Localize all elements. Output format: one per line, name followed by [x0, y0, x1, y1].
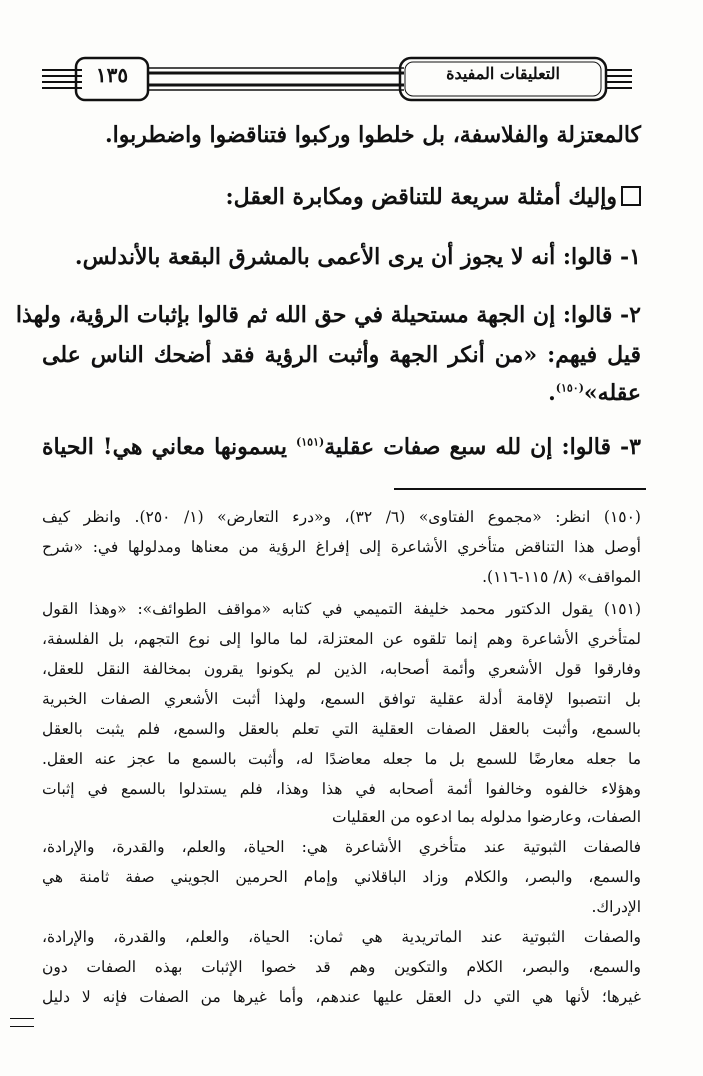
footnote-151-line-10: والسمع، والبصر، والكلام وزاد الباقلاني وإمام الحرمين الجويني صفة ثامنة هي [42, 868, 641, 886]
footnote-151-line-11: الإدراك. [591, 898, 641, 916]
footnote-151-line-12: والصفات الثبوتية عند الماتريدية هي ثمان: الحياة، والعلم، والقدرة، والإرادة، [42, 928, 641, 946]
footnote-150-line-3: المواقف» (٨/ ١١٥-١١٦). [482, 568, 641, 586]
footnote-150-line-2: أوصل هذا التناقض متأخري الأشاعرة إلى إفراغ الرؤية من معناها ومدلولها في: «شرح [42, 538, 641, 556]
main-line-7 [42, 434, 641, 460]
footnote-151-line-6: ما جعله معارضًا للسمع بل ما جعله معاضدًا له، وأثبت بالسمع ما عجز عنه العقل. [42, 750, 641, 768]
section-heading-text: وإليك أمثلة سريعة للتناقض ومكابرة العقل: [225, 184, 617, 210]
footnote-151-line-9: فالصفات الثبوتية عند متأخري الأشاعرة هي: الحياة، والعلم، والقدرة، والإرادة، [42, 838, 641, 856]
main-line-7b: يسمونها معاني هي! الحياة [42, 434, 287, 460]
footnote-151-line-14: غيرها؛ لأنها هي التي دل العقل عليها عندهم، وأما غيرها من الصفات فإنه لا دليل [42, 988, 641, 1006]
footnote-151-line-2: لمتأخري الأشاعرة وهم إنما تلقوه عن المعتزلة، لما مالوا إلى نوع التجهم، بل الفلسفة، [42, 630, 641, 648]
footnote-151-line-5: بالسمع، وأثبت بالعقل الصفات العقلية التي تعلم بالعقل والسمع، فلم يثبت بالعقل [42, 720, 641, 738]
main-line-6-text: عقله» [583, 380, 641, 406]
main-line-3: ١- قالوا: أنه لا يجوز أن يرى الأعمى بالمشرق البقعة بالأندلس. [74, 244, 641, 270]
footnote-151-line-3: وفارقوا قول الأشعري وأئمة أصحابه، الذين لم يكونوا يقرون بمخالفة النقل للعقل، [42, 660, 641, 678]
main-line-6: عقله»$^{(١٥٠)}$. [548, 380, 641, 406]
main-line-4: ٢- قالوا: إن الجهة مستحيلة في حق الله ثم قالوا بإثبات الرؤية، ولهذا [15, 302, 641, 328]
footnote-151-line-13: والسمع، والبصر، الكلام والتكوين وهم قد خصوا الإثبات بهذه الصفات دون [42, 958, 641, 976]
page-header [0, 0, 703, 110]
footnote-separator [394, 488, 646, 490]
footnote-ref-151: (١٥١) [296, 435, 325, 449]
header-frame [0, 0, 703, 110]
footnote-151-line-7: وهؤلاء خالفوه وخالفوا أئمة أصحابه في هذا وهذا، فلم يستدلوا بالسمع في إثبات [42, 780, 641, 798]
footnote-ref-150: (١٥٠) [555, 381, 584, 395]
continuation-mark-icon [10, 1018, 34, 1027]
page-number: ١٣٥ [95, 63, 129, 87]
running-title: التعليقات المفيدة [446, 64, 560, 83]
main-line-1: كالمعتزلة والفلاسفة، بل خلطوا وركبوا فتناقضوا واضطربوا. [104, 122, 641, 148]
footnote-151-line-8: الصفات، وعارضوا مدلوله بما ادعوه من العقليات [332, 808, 641, 826]
footnote-150-line-1: (١٥٠) انظر: «مجموع الفتاوى» (٦/ ٣٢)، و«درء التعارض» (١/ ٢٥٠). وانظر كيف [42, 508, 641, 526]
footnote-151-line-4: بل انتصبوا لإقامة أدلة عقلية توافق السمع، ولهذا أثبت الأشعري الصفات الخبرية [42, 690, 641, 708]
footnote-151-line-1: (١٥١) يقول الدكتور محمد خليفة التميمي في كتابه «مواقف الطوائف»: «وهذا القول [42, 600, 641, 618]
section-heading [226, 184, 641, 210]
main-line-7a: ٣- قالوا: إن لله سبع صفات عقلية [324, 434, 641, 460]
main-line-5: قيل فيهم: «من أنكر الجهة وأثبت الرؤية فقد أضحك الناس على [42, 342, 641, 368]
checkbox-bullet-icon [621, 186, 641, 206]
